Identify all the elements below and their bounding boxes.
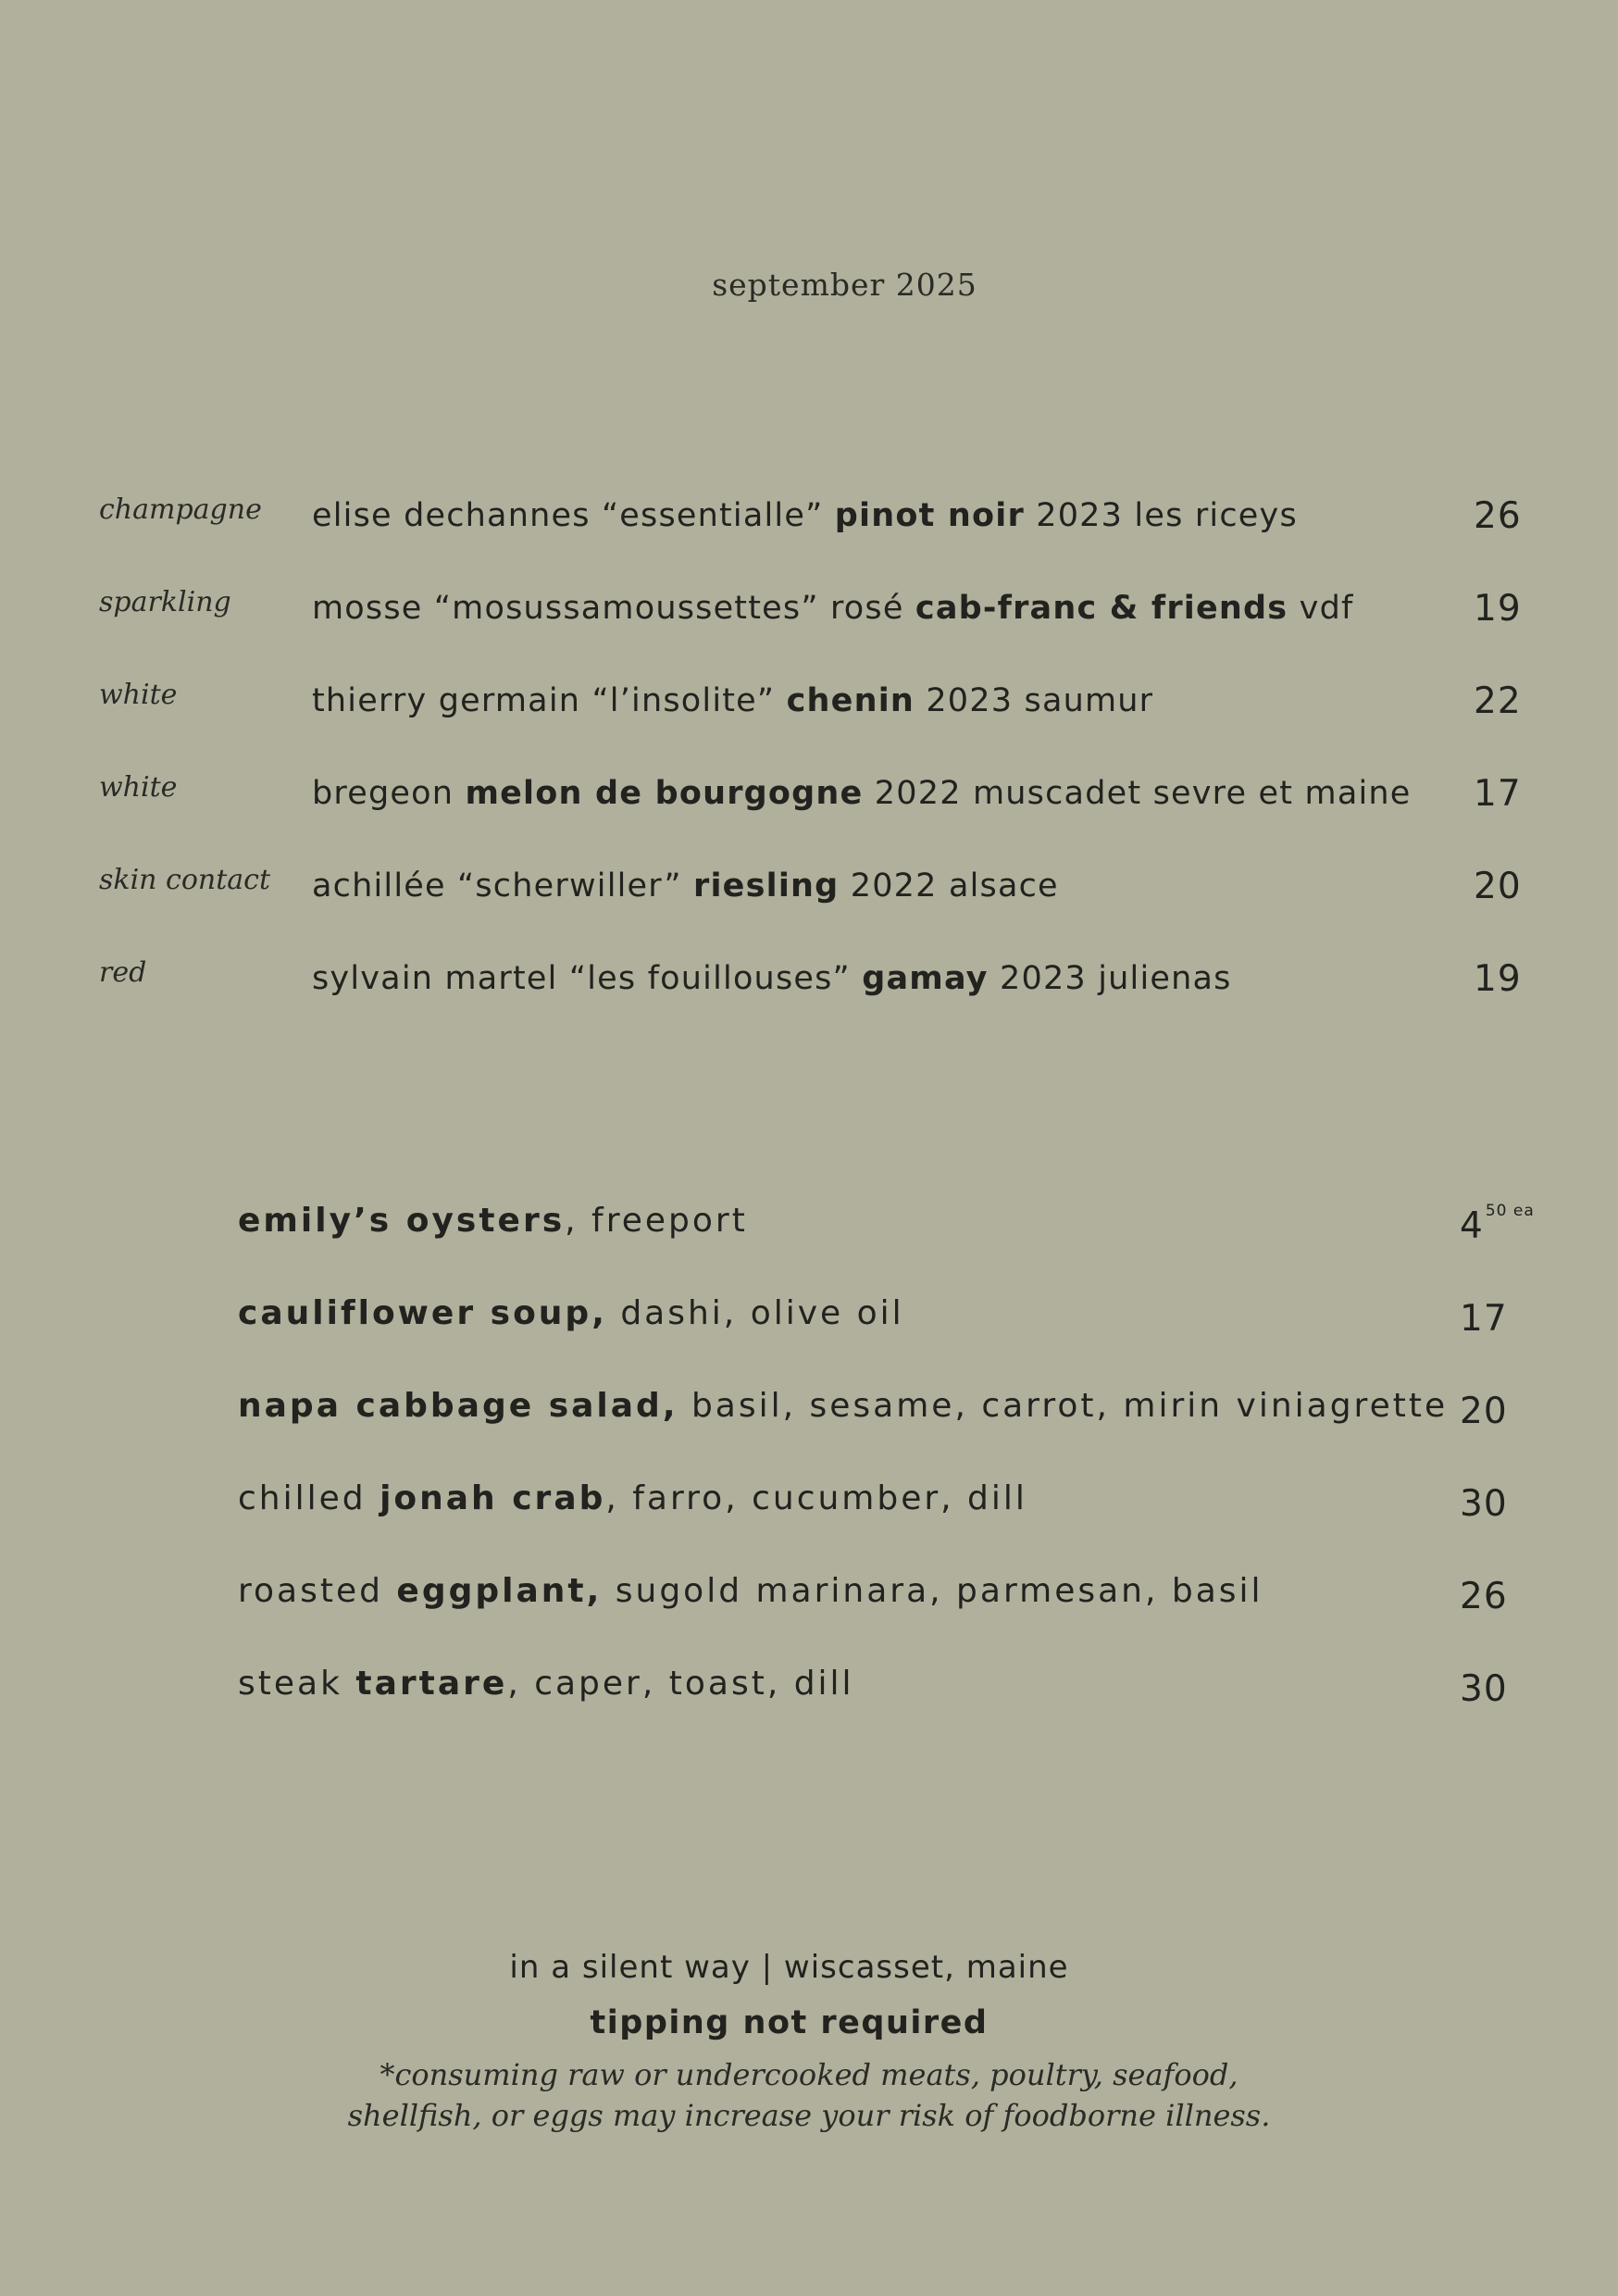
dish-description xyxy=(238,1387,1448,1425)
dish-details: sugold marinara, parmesan, basil xyxy=(602,1572,1263,1610)
dish-price-value: 26 xyxy=(1460,1576,1508,1617)
wine-grape: chenin xyxy=(786,682,915,719)
dish-description xyxy=(238,1572,1263,1610)
wine-category: sparkling xyxy=(99,586,231,618)
wine-price: 26 xyxy=(1474,495,1522,537)
dish-price xyxy=(1460,1479,1510,1525)
wine-producer: mosse “mosussamoussettes” rosé xyxy=(312,590,915,627)
dish-details: , farro, cucumber, dill xyxy=(605,1479,1027,1517)
wine-row xyxy=(0,586,1618,651)
dish-details: , freeport xyxy=(565,1202,748,1240)
wine-row xyxy=(0,864,1618,929)
wine-producer: sylvain martel “les fouillouses” xyxy=(312,960,863,997)
wine-row xyxy=(0,771,1618,836)
dish-description xyxy=(238,1202,748,1240)
wine-region: 2022 alsace xyxy=(839,867,1059,905)
food-row xyxy=(0,1479,1618,1544)
dish-details: , caper, toast, dill xyxy=(507,1665,854,1703)
wine-producer: elise dechannes “essentialle” xyxy=(312,497,835,534)
dish-price-value: 4 xyxy=(1460,1205,1484,1247)
wine-category: red xyxy=(99,956,147,989)
wine-price: 19 xyxy=(1474,588,1522,630)
wine-producer: bregeon xyxy=(312,775,466,812)
dish-name: emily’s oysters xyxy=(238,1202,566,1240)
dish-price xyxy=(1460,1294,1510,1340)
dish-name: cauliflower soup, xyxy=(238,1294,607,1332)
dish-price xyxy=(1460,1665,1510,1710)
dish-details: dashi, olive oil xyxy=(606,1294,904,1332)
food-row xyxy=(0,1202,1618,1267)
wine-region: 2023 saumur xyxy=(915,682,1154,719)
wine-region: 2022 muscadet sevre et maine xyxy=(863,775,1412,812)
dish-price xyxy=(1460,1572,1510,1617)
dish-price-value: 30 xyxy=(1460,1483,1508,1525)
wine-price: 19 xyxy=(1474,958,1522,1000)
wine-region: 2023 julienas xyxy=(988,960,1232,997)
food-row xyxy=(0,1665,1618,1729)
wine-grape: gamay xyxy=(862,960,989,997)
menu-date: september 2025 xyxy=(712,267,977,303)
wine-description xyxy=(312,682,1153,719)
wine-producer: achillée “scherwiller” xyxy=(312,867,694,905)
wine-description xyxy=(312,867,1059,905)
wine-description xyxy=(312,775,1412,812)
wine-row xyxy=(0,956,1618,1021)
wine-category: white xyxy=(99,679,178,711)
dish-price-suffix: 50 ea xyxy=(1485,1202,1535,1220)
wine-price: 20 xyxy=(1474,866,1522,907)
food-row xyxy=(0,1294,1618,1359)
food-row xyxy=(0,1387,1618,1452)
health-disclaimer-line-1: *consuming raw or undercooked meats, poultry, seafood, xyxy=(380,2057,1238,2092)
dish-description xyxy=(238,1665,854,1703)
dish-description xyxy=(238,1479,1027,1517)
wine-grape: pinot noir xyxy=(834,497,1025,534)
dish-name: napa cabbage salad, xyxy=(238,1387,678,1425)
wine-category: skin contact xyxy=(99,864,271,896)
wine-category: white xyxy=(99,771,178,804)
dish-price xyxy=(1460,1202,1535,1247)
dish-details: basil, sesame, carrot, mirin viniagrette xyxy=(678,1387,1449,1425)
wine-region: 2023 les riceys xyxy=(1024,497,1298,534)
wine-category: champagne xyxy=(99,493,262,526)
dish-description xyxy=(238,1294,904,1332)
food-row xyxy=(0,1572,1618,1637)
dish-prefix: steak xyxy=(238,1665,356,1703)
wine-grape: cab-franc & friends xyxy=(915,590,1288,627)
wine-producer: thierry germain “l’insolite” xyxy=(312,682,787,719)
dish-name: tartare xyxy=(355,1665,508,1703)
wine-description xyxy=(312,497,1298,534)
wine-row xyxy=(0,679,1618,743)
wine-description xyxy=(312,590,1354,627)
wine-grape: melon de bourgogne xyxy=(465,775,864,812)
venue-line: in a silent way | wiscasset, maine xyxy=(509,1949,1069,1986)
wine-description xyxy=(312,960,1232,997)
dish-price-value: 30 xyxy=(1460,1668,1508,1710)
health-disclaimer-line-2: shellfish, or eggs may increase your risk of foodborne illness. xyxy=(347,2098,1271,2133)
wine-grape: riesling xyxy=(693,867,840,905)
wine-price: 22 xyxy=(1474,680,1522,722)
dish-prefix: chilled xyxy=(238,1479,380,1517)
dish-price-value: 20 xyxy=(1460,1391,1508,1432)
dish-price xyxy=(1460,1387,1510,1432)
wine-region: vdf xyxy=(1288,590,1354,627)
dish-prefix: roasted xyxy=(238,1572,397,1610)
tipping-note: tipping not required xyxy=(590,2004,989,2041)
wine-price: 17 xyxy=(1474,773,1522,815)
wine-row xyxy=(0,493,1618,558)
dish-name: jonah crab xyxy=(380,1479,606,1517)
dish-name: eggplant, xyxy=(396,1572,603,1610)
dish-price-value: 17 xyxy=(1460,1298,1508,1340)
